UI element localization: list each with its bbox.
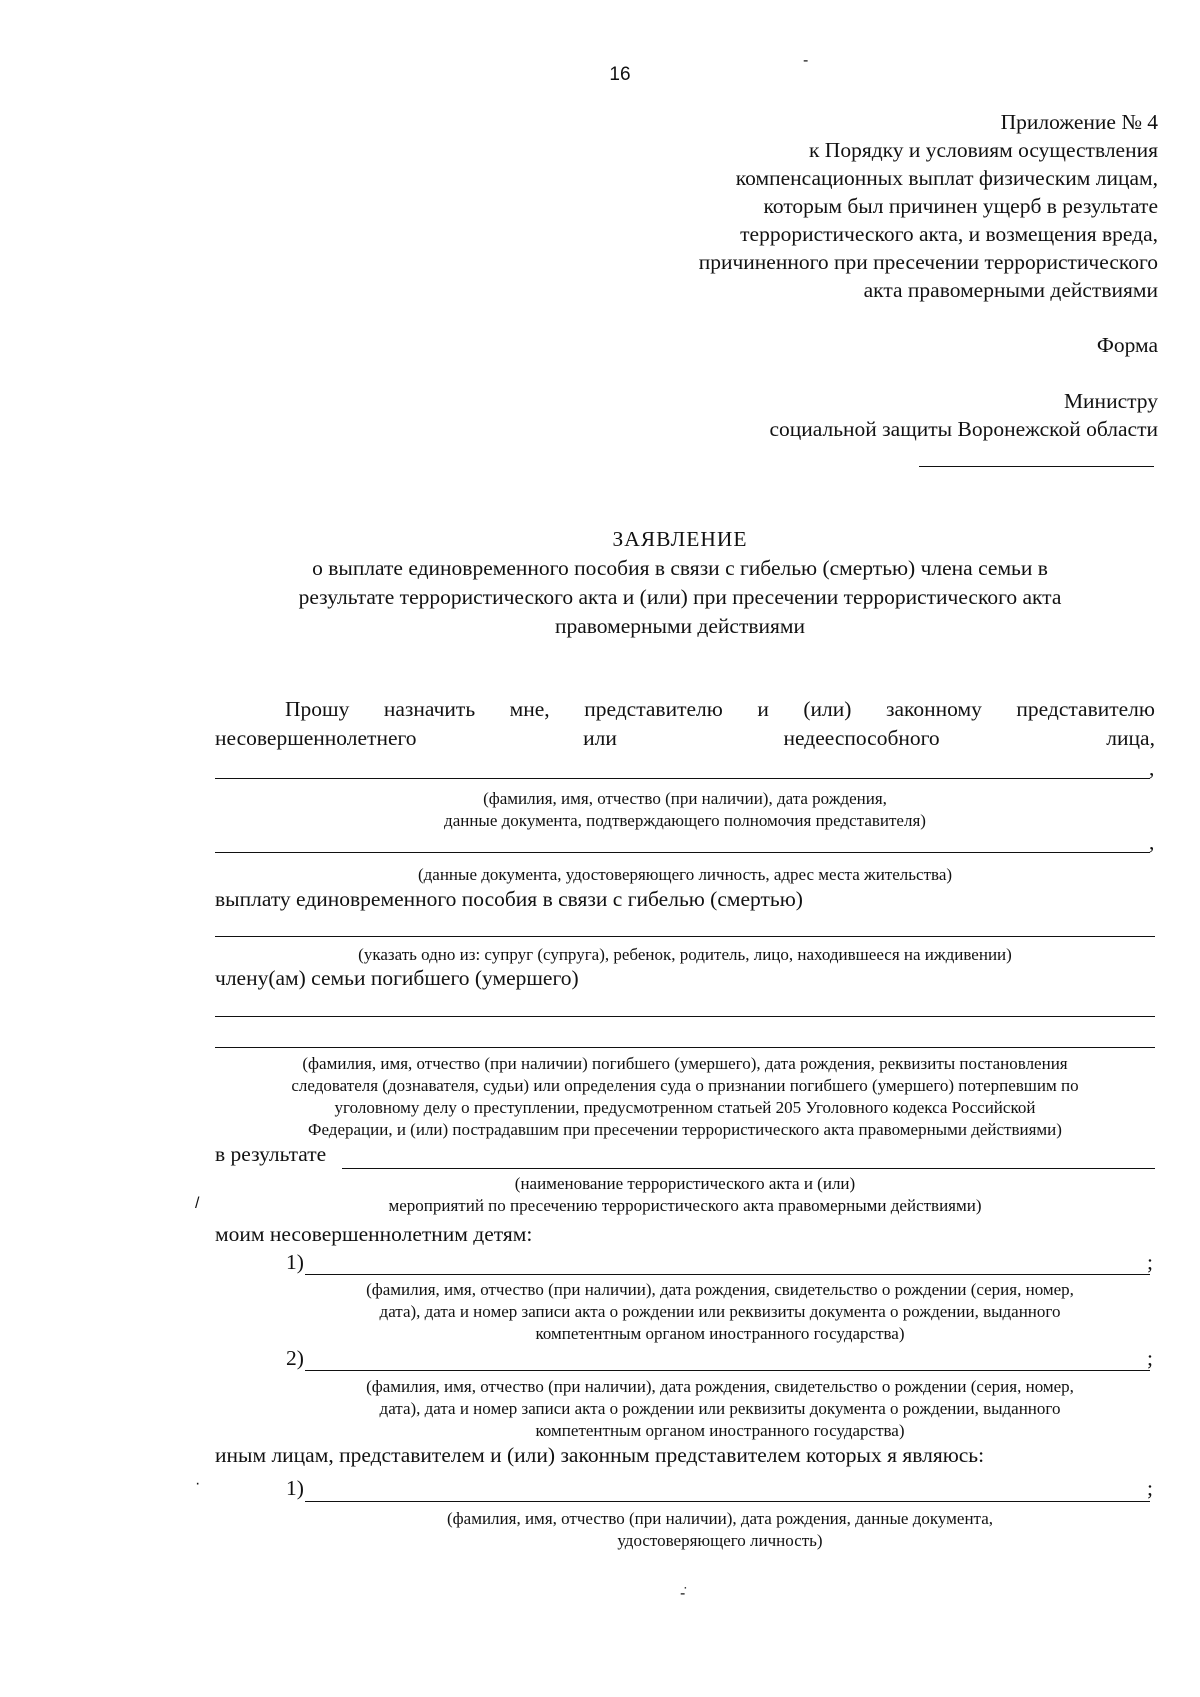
addressee-block [769, 387, 1158, 443]
payment-text: выплату единовременного пособия в связи с гибелью (смертью) [215, 887, 803, 911]
child-1-number: 1) [286, 1250, 304, 1274]
caption-act-1: (наименование террористического акта и (или) [514, 1174, 856, 1193]
caption-deceased-4: Федерации, и (или) пострадавшим при пресечении террористического акта правомерными действиями) [308, 1120, 1062, 1139]
annex-line: которым был причинен ущерб в результате [763, 194, 1158, 218]
child-2-number: 2) [286, 1346, 304, 1370]
caption-child-1-line-3: компетентным органом иностранного государства) [535, 1324, 905, 1343]
member-text: члену(ам) семьи погибшего (умершего) [215, 966, 579, 990]
child-1-blank-line[interactable] [305, 1274, 1150, 1275]
child-2-blank-line[interactable] [305, 1370, 1150, 1371]
act-blank-line[interactable] [342, 1168, 1155, 1169]
addressee-blank-line[interactable] [919, 466, 1154, 467]
caption-other-1-line-1: (фамилия, имя, отчество (при наличии), дата рождения, данные документа, [446, 1509, 993, 1528]
request-word: представителю [1016, 697, 1155, 721]
top-mark: - [803, 52, 809, 69]
annex-line: к Порядку и условиям осуществления [808, 138, 1158, 162]
title-line-2: результате террористического акта и (или) при пресечении террористического акта [298, 585, 1062, 609]
statement-title [200, 525, 1160, 641]
addressee-line-2: социальной защиты Воронежской области [769, 417, 1158, 441]
request-word: недееспособного [783, 726, 940, 750]
title-line-1: о выплате единовременного пособия в связи с гибелью (смертью) члена семьи в [312, 556, 1048, 580]
relation-blank-line[interactable] [215, 936, 1155, 937]
caption-deceased-1: (фамилия, имя, отчество (при наличии) погибшего (умершего), дата рождения, реквизиты постановления [302, 1054, 1068, 1073]
other-1-number: 1) [286, 1476, 304, 1500]
annex-line: террористического акта, и возмещения вреда, [740, 222, 1158, 246]
request-word: и [757, 697, 769, 721]
request-word: законному [885, 697, 982, 721]
caption-representative-1: (фамилия, имя, отчество (при наличии), дата рождения, [483, 789, 887, 808]
annex-block [458, 108, 1158, 304]
caption-other-1-line-2: удостоверяющего личность) [617, 1531, 823, 1550]
request-word: или [583, 726, 617, 750]
caption-deceased-2: следователя (дознавателя, судьи) или определения суда о признании погибшего (умершего) потерпевшим по [291, 1076, 1079, 1095]
caption-child-1-line-1: (фамилия, имя, отчество (при наличии), дата рождения, свидетельство о рождении (серия, номер, [366, 1280, 1074, 1299]
request-word: лица, [1106, 726, 1155, 750]
request-word: назначить [383, 697, 476, 721]
title-heading: ЗАЯВЛЕНИЕ [612, 527, 748, 551]
annex-line: Приложение № 4 [1000, 110, 1158, 134]
caption-relation: (указать одно из: супруг (супруга), ребенок, родитель, лицо, находившееся на иждивении) [358, 945, 1012, 964]
deceased-blank-line-2[interactable] [215, 1047, 1155, 1048]
request-word: представителю [584, 697, 723, 721]
caption-representative-2: данные документа, подтверждающего полномочия представителя) [444, 811, 926, 830]
caption-child-2-line-3: компетентным органом иностранного государства) [535, 1421, 905, 1440]
request-word: мне, [509, 697, 550, 721]
stray-bottom-mark: -̇ [680, 1585, 686, 1602]
form-label: Форма [1096, 333, 1158, 357]
title-line-3: правомерными действиями [554, 614, 806, 638]
request-row-1 [215, 697, 1155, 722]
comma: , [1149, 756, 1155, 780]
stray-slash-mark: / [195, 1195, 200, 1212]
children-text: моим несовершеннолетним детям: [215, 1222, 533, 1246]
caption-act-2: мероприятий по пресечению террористического акта правомерными действиями) [388, 1196, 982, 1215]
comma: , [1149, 830, 1155, 854]
addressee-line-1: Министру [1063, 389, 1158, 413]
annex-line: причиненного при пресечении террористического [698, 250, 1158, 274]
request-word: несовершеннолетнего [215, 726, 417, 750]
caption-child-2-line-2: дата), дата и номер записи акта о рождении или реквизиты документа о рождении, выданного [379, 1399, 1061, 1418]
request-word: (или) [803, 697, 852, 721]
caption-child-1-line-2: дата), дата и номер записи акта о рождении или реквизиты документа о рождении, выданного [379, 1302, 1061, 1321]
semicolon: ; [1147, 1476, 1153, 1500]
caption-child-2-line-1: (фамилия, имя, отчество (при наличии), дата рождения, свидетельство о рождении (серия, номер, [366, 1377, 1074, 1396]
deceased-blank-line-1[interactable] [215, 1016, 1155, 1017]
others-text: иным лицам, представителем и (или) законным представителем которых я являюсь: [215, 1443, 985, 1467]
annex-line: компенсационных выплат физическим лицам, [735, 166, 1158, 190]
semicolon: ; [1147, 1346, 1153, 1370]
request-word: Прошу [285, 697, 350, 721]
stray-dot-mark: · [195, 1475, 201, 1492]
caption-id-document: (данные документа, удостоверяющего личность, адрес места жительства) [417, 865, 953, 884]
annex-line: акта правомерными действиями [863, 278, 1158, 302]
other-1-blank-line[interactable] [305, 1501, 1150, 1502]
representative-blank-line[interactable] [215, 778, 1150, 779]
semicolon: ; [1147, 1250, 1153, 1274]
request-row-2 [215, 726, 1155, 751]
id-document-blank-line[interactable] [215, 852, 1150, 853]
result-text: в результате [215, 1142, 327, 1166]
page-number: 16 [609, 64, 631, 85]
caption-deceased-3: уголовному делу о преступлении, предусмотренном статьей 205 Уголовного кодекса Российской [334, 1098, 1036, 1117]
